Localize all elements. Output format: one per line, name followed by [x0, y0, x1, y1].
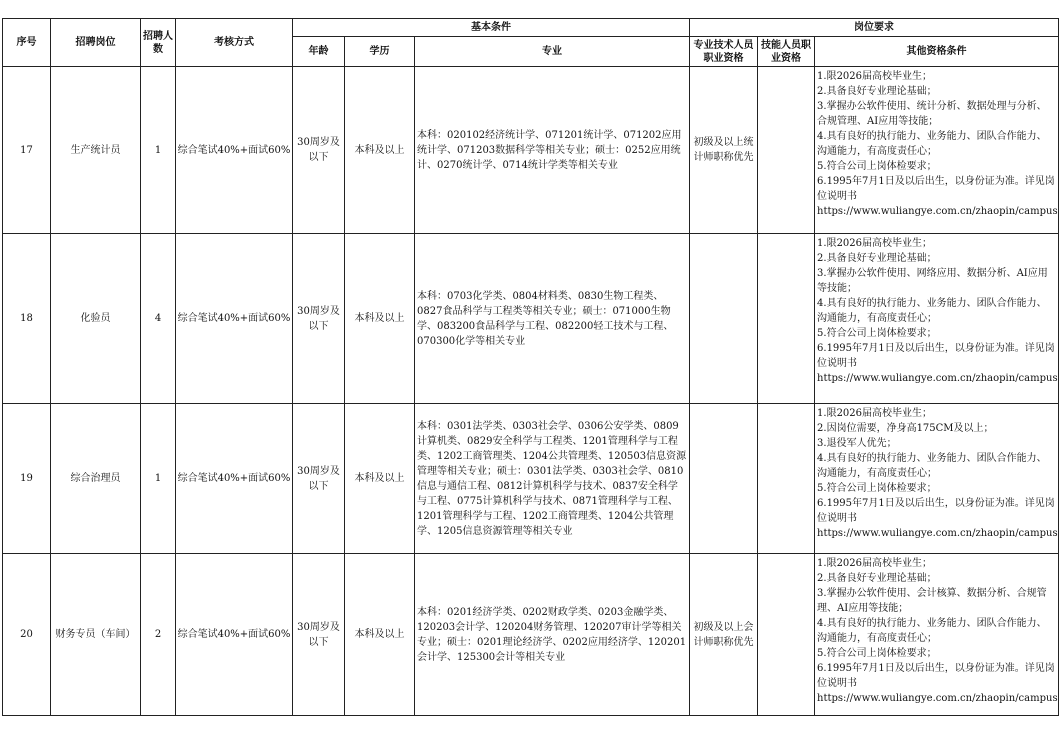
requirement-line: 6.1995年7月1日及以后出生，以身份证为准。详见岗位说明书 — [817, 663, 1055, 689]
row-major: 本科：0703化学类、0804材料类、0830生物工程类、0827食品科学与工程类等相关专业；硕士：071000生物学、083200食品科学与工程、082200轻工技术与工程、070300化学等相关专业 — [415, 234, 690, 404]
job-description-link[interactable]: https://www.wuliangye.com.cn/zhaopin/campus — [817, 528, 1058, 539]
row-assessment: 综合笔试40%+面试60% — [176, 234, 293, 404]
row-count: 4 — [141, 234, 176, 404]
requirement-line: 2.因岗位需要，净身高175CM及以上； — [817, 423, 994, 434]
requirement-line: 1.限2026届高校毕业生； — [817, 408, 933, 419]
row-education: 本科及以上 — [345, 554, 415, 716]
header-count: 招聘人数 — [141, 19, 176, 67]
header-education: 学历 — [345, 37, 415, 67]
row-tech-qualification: 初级及以上会计师职称优先 — [690, 554, 758, 716]
header-assessment: 考核方式 — [176, 19, 293, 67]
header-major: 专业 — [415, 37, 690, 67]
row-position: 化验员 — [51, 234, 141, 404]
row-education: 本科及以上 — [345, 67, 415, 234]
requirement-line: 4.具有良好的执行能力、业务能力、团队合作能力、沟通能力，有高度责任心； — [817, 618, 1047, 644]
table-row — [3, 404, 1059, 554]
row-tech-qualification — [690, 234, 758, 404]
header-tech-qualification: 专业技术人员职业资格 — [690, 37, 758, 67]
requirement-line: 3.掌握办公软件使用、会计核算、数据分析、合规管理、AI应用等技能； — [817, 588, 1047, 614]
row-skill-qualification — [758, 234, 815, 404]
requirement-line: 2.具备良好专业理论基础； — [817, 573, 937, 584]
requirement-line: 3.退役军人优先； — [817, 438, 897, 449]
table-row — [3, 554, 1059, 716]
job-description-link[interactable]: https://www.wuliangye.com.cn/zhaopin/campus — [817, 693, 1058, 704]
row-age: 30周岁及以下 — [293, 234, 345, 404]
header-basic-conditions: 基本条件 — [293, 19, 690, 37]
row-count: 2 — [141, 554, 176, 716]
requirement-line: 4.具有良好的执行能力、业务能力、团队合作能力、沟通能力，有高度责任心； — [817, 298, 1047, 324]
row-requirements — [815, 404, 1059, 554]
row-assessment: 综合笔试40%+面试60% — [176, 554, 293, 716]
requirement-line: 5.符合公司上岗体检要求； — [817, 483, 937, 494]
header-no: 序号 — [3, 19, 51, 67]
row-position: 生产统计员 — [51, 67, 141, 234]
requirement-line: 1.限2026届高校毕业生； — [817, 238, 933, 249]
table-row — [3, 234, 1059, 404]
row-major: 本科：0201经济学类、0202财政学类、0203金融学类、120203会计学、120204财务管理、120207审计学等相关专业；硕士：0201理论经济学、0202应用经济学、120201会计学、125300会计等相关专业 — [415, 554, 690, 716]
requirement-line: 6.1995年7月1日及以后出生，以身份证为准。详见岗位说明书 — [817, 176, 1055, 202]
job-description-link[interactable]: https://www.wuliangye.com.cn/zhaopin/campus — [817, 373, 1058, 384]
row-age: 30周岁及以下 — [293, 554, 345, 716]
row-requirements — [815, 234, 1059, 404]
row-requirements — [815, 67, 1059, 234]
requirement-line: 4.具有良好的执行能力、业务能力、团队合作能力、沟通能力，有高度责任心； — [817, 453, 1047, 479]
requirement-line: 3.掌握办公软件使用、统计分析、数据处理与分析、合规管理、AI应用等技能； — [817, 101, 1047, 127]
job-description-link[interactable]: https://www.wuliangye.com.cn/zhaopin/campus — [817, 206, 1058, 217]
requirement-line: 4.具有良好的执行能力、业务能力、团队合作能力、沟通能力，有高度责任心； — [817, 131, 1047, 157]
row-position: 综合治理员 — [51, 404, 141, 554]
header-position: 招聘岗位 — [51, 19, 141, 67]
row-skill-qualification — [758, 67, 815, 234]
row-position: 财务专员（车间） — [51, 554, 141, 716]
requirement-line: 5.符合公司上岗体检要求； — [817, 328, 937, 339]
row-age: 30周岁及以下 — [293, 404, 345, 554]
header-job-requirements: 岗位要求 — [690, 19, 1059, 37]
requirement-line: 1.限2026届高校毕业生； — [817, 71, 933, 82]
row-skill-qualification — [758, 404, 815, 554]
row-skill-qualification — [758, 554, 815, 716]
requirement-line: 5.符合公司上岗体检要求； — [817, 648, 937, 659]
row-assessment: 综合笔试40%+面试60% — [176, 67, 293, 234]
recruitment-table — [2, 18, 1059, 716]
row-tech-qualification: 初级及以上统计师职称优先 — [690, 67, 758, 234]
requirement-line: 3.掌握办公软件使用、网络应用、数据分析、AI应用等技能； — [817, 268, 1048, 294]
row-education: 本科及以上 — [345, 234, 415, 404]
row-no: 17 — [3, 67, 51, 234]
row-age: 30周岁及以下 — [293, 67, 345, 234]
requirement-line: 2.具备良好专业理论基础； — [817, 86, 937, 97]
row-requirements — [815, 554, 1059, 716]
row-tech-qualification — [690, 404, 758, 554]
table-row — [3, 67, 1059, 234]
row-no: 18 — [3, 234, 51, 404]
requirement-line: 6.1995年7月1日及以后出生，以身份证为准。详见岗位说明书 — [817, 498, 1055, 524]
row-major: 本科：0301法学类、0303社会学、0306公安学类、0809计算机类、0829安全科学与工程类、1201管理科学与工程类、1202工商管理类、1204公共管理类、120503信息资源管理等相关专业；硕士：0301法学类、0303社会学、0810信息与通信工程、0812计算机科学与技术、0837安全科学与工程、0775计算机科学与技术、0871管理科学与工程、1201管理科学与工程、1202工商管理类、1204公共管理学、1205信息资源管理等相关专业 — [415, 404, 690, 554]
header-skill-qualification: 技能人员职业资格 — [758, 37, 815, 67]
header-age: 年龄 — [293, 37, 345, 67]
requirement-line: 5.符合公司上岗体检要求； — [817, 161, 937, 172]
row-no: 19 — [3, 404, 51, 554]
requirement-line: 6.1995年7月1日及以后出生，以身份证为准。详见岗位说明书 — [817, 343, 1055, 369]
requirement-line: 2.具备良好专业理论基础； — [817, 253, 937, 264]
row-count: 1 — [141, 404, 176, 554]
row-education: 本科及以上 — [345, 404, 415, 554]
row-assessment: 综合笔试40%+面试60% — [176, 404, 293, 554]
row-count: 1 — [141, 67, 176, 234]
header-other-qualification: 其他资格条件 — [815, 37, 1059, 67]
row-major: 本科：020102经济统计学、071201统计学、071202应用统计学、071203数据科学等相关专业；硕士：0252应用统计、0270统计学、0714统计学类等相关专业 — [415, 67, 690, 234]
requirement-line: 1.限2026届高校毕业生； — [817, 558, 933, 569]
row-no: 20 — [3, 554, 51, 716]
